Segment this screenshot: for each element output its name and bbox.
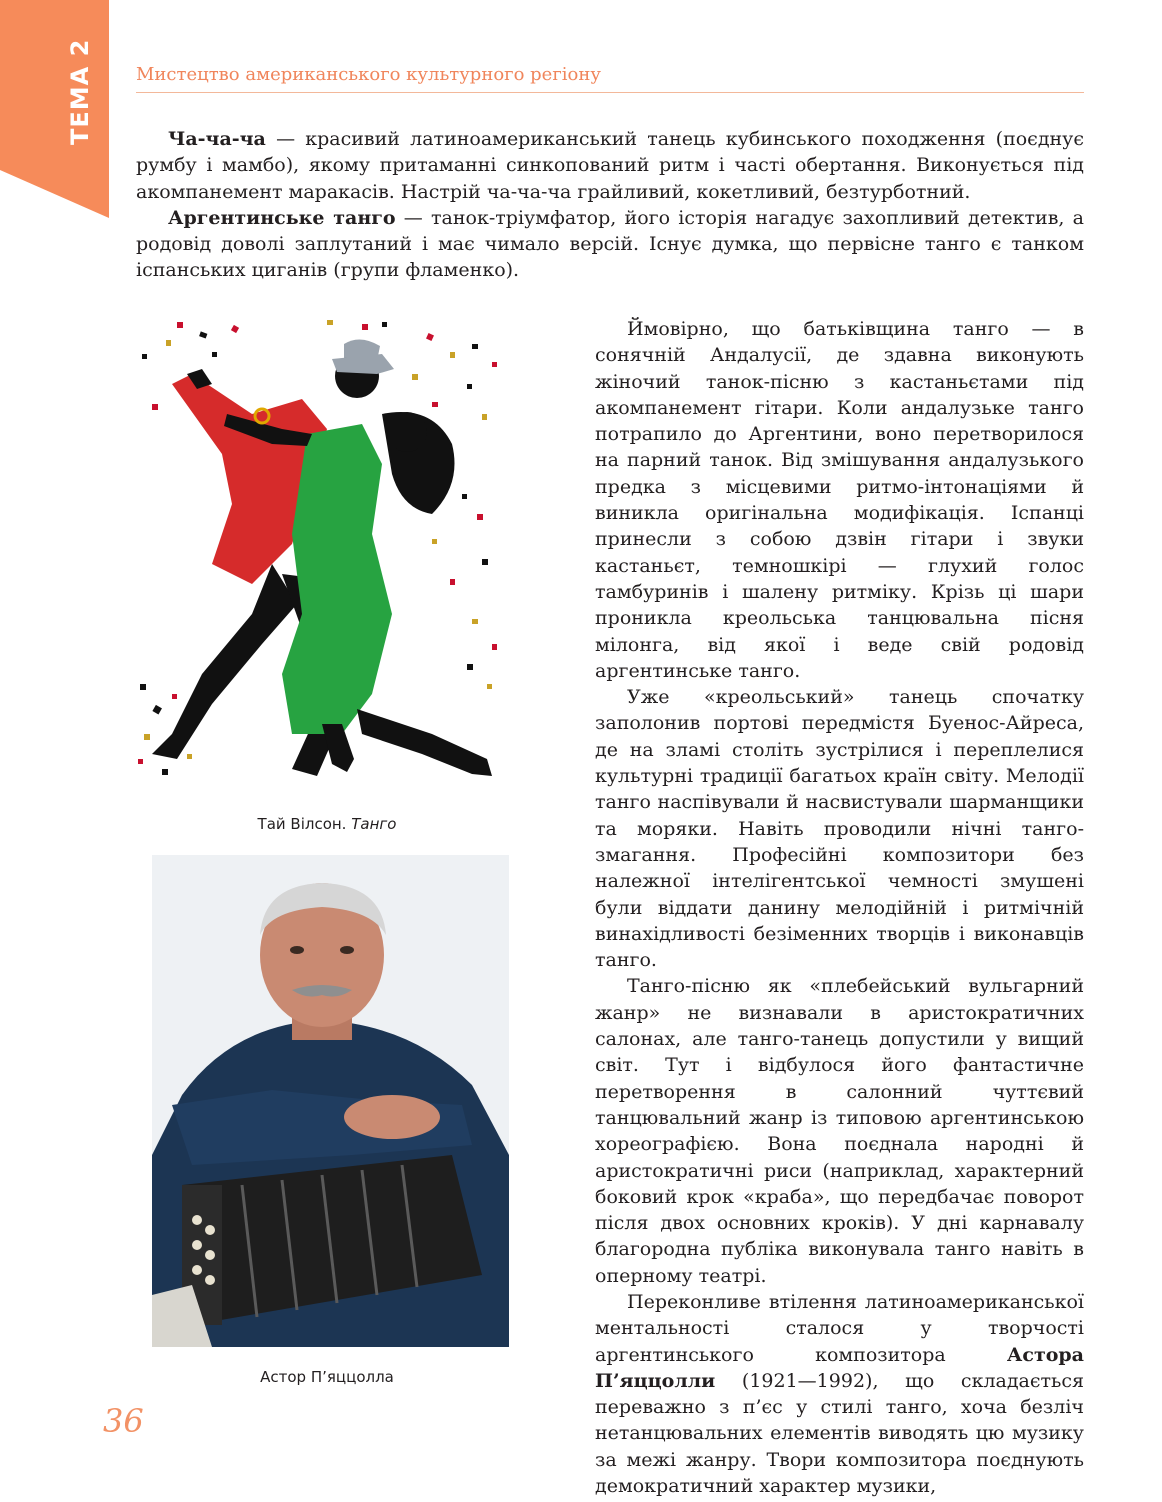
text-run: Переконливе втілення латиноамериканської ментальності сталося у творчості аргентинського композитора xyxy=(595,1290,1084,1366)
tango-illustration xyxy=(132,314,512,804)
paragraph: Танго-пісню як «плебейський вульгарний жанр» не визнавали в аристократичних салонах, але танго-танець допустили у вищий світ. Тут і відбулося його фантастичне перетворення в салонний чуттєвий танцювальний жанр із типовою аргентинською хореографією. Вона поєднала народні й аристократичні риси (наприклад, характерний боковий крок «краба», що передбачає поворот після двох основних кроків). У дні карнавалу благородна публіка виконувала танго навіть в оперному театрі. xyxy=(595,975,1084,1287)
tango-caption xyxy=(137,815,517,833)
paragraph-argentine-tango xyxy=(136,205,1084,284)
paragraph: Ймовірно, що батьківщина танго — в сонячній Андалусії, де здавна виконують жіночий танок-пісню з кастаньєтами під акомпанемент гітари. Коли андалузьке танго потрапило до Аргентини, воно перетворилося на парний танок. Від змішування андалузького предка з місцевими ритмо-інтонаціями й виникла оригінальна модифікація. Іспанці принесли з собою дзвін гітари і звуки кастаньєт, темношкірі — глухий голос тамбуринів і шалену ритміку. Крізь ці шари проникла креольська танцювальна пісня мілонга, від якої і веде свій родовід аргентинське танго. xyxy=(595,318,1084,682)
portrait-drawing xyxy=(152,855,509,1347)
piazzolla-portrait xyxy=(152,855,509,1347)
paragraph xyxy=(595,1289,1084,1499)
definition: — танок-тріумфатор, його історія нагадує захопливий детектив, а родовід доволі заплутаний і має чимало версій. Існує думка, що первісне танго є танком іспанських циганів (групи фламенко). xyxy=(136,206,1084,282)
definition: — красивий латиноамериканський танець кубинського походження (поєднує румбу і мамбо), якому притаманні синкопований ритм і часті обертання. Виконується під акомпанемент маракасів. Настрій ча-ча-ча грайливий, кокетливий, безтурботний. xyxy=(136,128,1084,203)
caption-title: Танго xyxy=(351,815,397,833)
running-head: Мистецтво американського культурного регіону xyxy=(136,64,601,85)
page-number: 36 xyxy=(103,1402,144,1440)
term: Ча-ча-ча xyxy=(168,128,266,150)
portrait-caption: Астор П’яццолла xyxy=(260,1368,394,1386)
paragraph-cha-cha-cha xyxy=(136,126,1084,205)
term: Аргентинське танго xyxy=(168,206,396,229)
paragraph: Уже «креольський» танець спочатку заполонив портові передмістя Буенос-Айреса, де на зламі століть зустрілися і переплелися культурні традиції багатьох країн світу. Мелодії танго наспівували й насвистували шарманщики та моряки. Навіть проводили нічні танго-змагання. Професійні композитори без належної інтелігентської чемності змушені були віддати данину мелодійній і ритмічній винахідливості безіменних творців і виконавців танго. xyxy=(595,686,1084,972)
caption-author: Тай Вілсон. xyxy=(257,815,352,833)
running-head-rule xyxy=(136,92,1084,93)
intro-text xyxy=(136,126,1084,284)
chapter-tab-label: ТЕМА 2 xyxy=(66,38,94,145)
main-column xyxy=(595,316,1084,1499)
text-run: (1921—1992), що складається переважно з п’єс у стилі танго, хоча безліч нетанцювальних елементів виводять цю музику за межі жанру. Твори композитора поєднують демократичний характер музики, xyxy=(595,1369,1084,1498)
composer-name: Астора П’яццолли xyxy=(595,1343,1084,1392)
dancers xyxy=(152,339,492,776)
